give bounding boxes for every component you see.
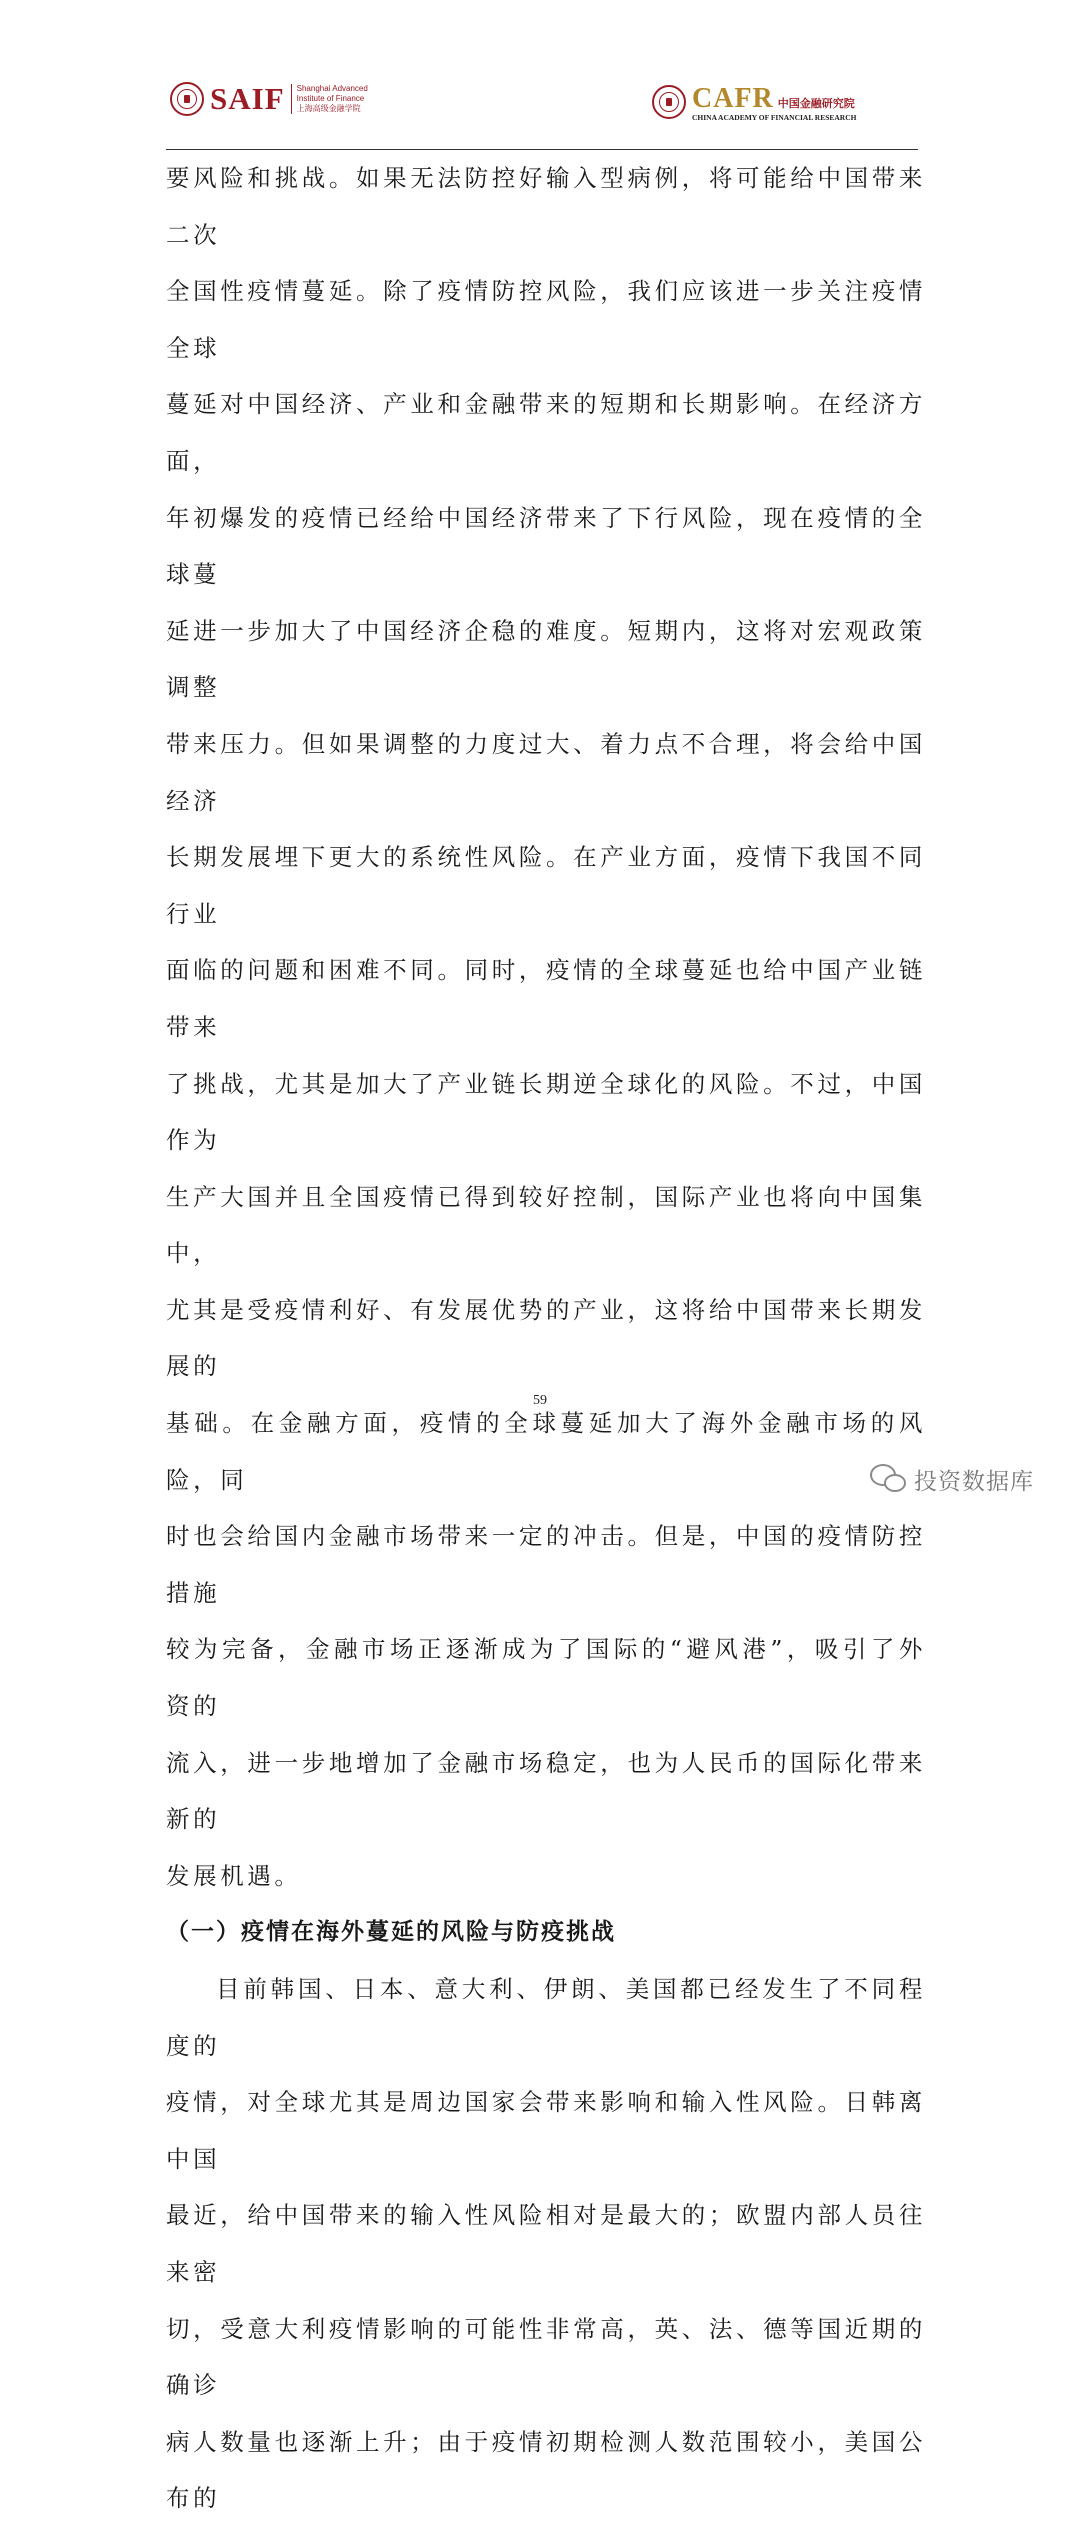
section-heading: （一）疫情在海外蔓延的风险与防疫挑战 bbox=[166, 1919, 616, 1946]
watermark bbox=[870, 1462, 1034, 1496]
wechat-icon bbox=[870, 1462, 910, 1496]
saif-sub-line2: Institute of Finance bbox=[296, 94, 365, 103]
saif-sub-line3: 上海高级金融学院 bbox=[296, 104, 361, 113]
text-line: 蔓延对中国经济、产业和金融带来的短期和长期影响。在经济方面， bbox=[166, 390, 926, 475]
text-line: 年初爆发的疫情已经给中国经济带来了下行风险，现在疫情的全球蔓 bbox=[166, 503, 926, 589]
cafr-english-name: CHINA ACADEMY OF FINANCIAL RESEARCH bbox=[692, 112, 857, 122]
text-line: 长期发展埋下更大的系统性风险。在产业方面，疫情下我国不同行业 bbox=[166, 843, 926, 928]
saif-subtitle bbox=[291, 84, 368, 114]
cafr-wordmark: CAFR bbox=[692, 82, 774, 114]
text-line: 面临的问题和困难不同。同时，疫情的全球蔓延也给中国产业链带来 bbox=[166, 956, 926, 1041]
text-line: 延进一步加大了中国经济企稳的难度。短期内，这将对宏观政策调整 bbox=[166, 616, 926, 702]
page-body bbox=[166, 150, 926, 2527]
cafr-logo bbox=[652, 80, 856, 124]
paragraph-2 bbox=[166, 1961, 926, 2527]
text-line: 较为完备，金融市场正逐渐成为了国际的“避风港”，吸引了外资的 bbox=[166, 1635, 926, 1721]
paragraph-1 bbox=[166, 150, 926, 1904]
saif-wordmark: SAIF bbox=[210, 81, 285, 116]
cafr-seal-icon bbox=[652, 85, 686, 119]
saif-seal-icon bbox=[170, 82, 204, 116]
text-line: 要风险和挑战。如果无法防控好输入型病例，将可能给中国带来二次 bbox=[166, 164, 926, 249]
text-line: 最近，给中国带来的输入性风险相对是最大的；欧盟内部人员往来密 bbox=[166, 2201, 926, 2286]
text-line: 流入，进一步地增加了金融市场稳定，也为人民币的国际化带来新的 bbox=[166, 1748, 926, 1834]
text-line: 基础。在金融方面，疫情的全球蔓延加大了海外金融市场的风险，同 bbox=[166, 1409, 926, 1494]
text-line: 了挑战，尤其是加大了产业链长期逆全球化的风险。不过，中国作为 bbox=[166, 1069, 926, 1155]
text-line: 带来压力。但如果调整的力度过大、着力点不合理，将会给中国经济 bbox=[166, 729, 926, 815]
text-line: 全国性疫情蔓延。除了疫情防控风险，我们应该进一步关注疫情全球 bbox=[166, 277, 926, 362]
text-line: 发展机遇。 bbox=[166, 1861, 302, 1890]
text-line: 病人数量也逐渐上升；由于疫情初期检测人数范围较小，美国公布的 bbox=[166, 2427, 926, 2513]
page-number: 59 bbox=[533, 1393, 547, 1408]
text-line: 疫情，对全球尤其是周边国家会带来影响和输入性风险。日韩离中国 bbox=[166, 2088, 926, 2173]
text-line: 时也会给国内金融市场带来一定的冲击。但是，中国的疫情防控措施 bbox=[166, 1522, 926, 1607]
text-line: 目前韩国、日本、意大利、伊朗、美国都已经发生了不同程度的 bbox=[166, 1975, 926, 2060]
watermark-text: 投资数据库 bbox=[914, 1468, 1034, 1495]
text-line: 生产大国并且全国疫情已得到较好控制，国际产业也将向中国集中， bbox=[166, 1182, 926, 1268]
saif-logo bbox=[170, 78, 368, 120]
text-line: 切，受意大利疫情影响的可能性非常高，英、法、德等国近期的确诊 bbox=[166, 2314, 926, 2400]
cafr-chinese-name: 中国金融研究院 bbox=[777, 96, 855, 110]
saif-sub-line1: Shanghai Advanced bbox=[296, 84, 368, 93]
text-line: 尤其是受疫情利好、有发展优势的产业，这将给中国带来长期发展的 bbox=[166, 1295, 926, 1381]
page-header bbox=[0, 0, 1080, 150]
